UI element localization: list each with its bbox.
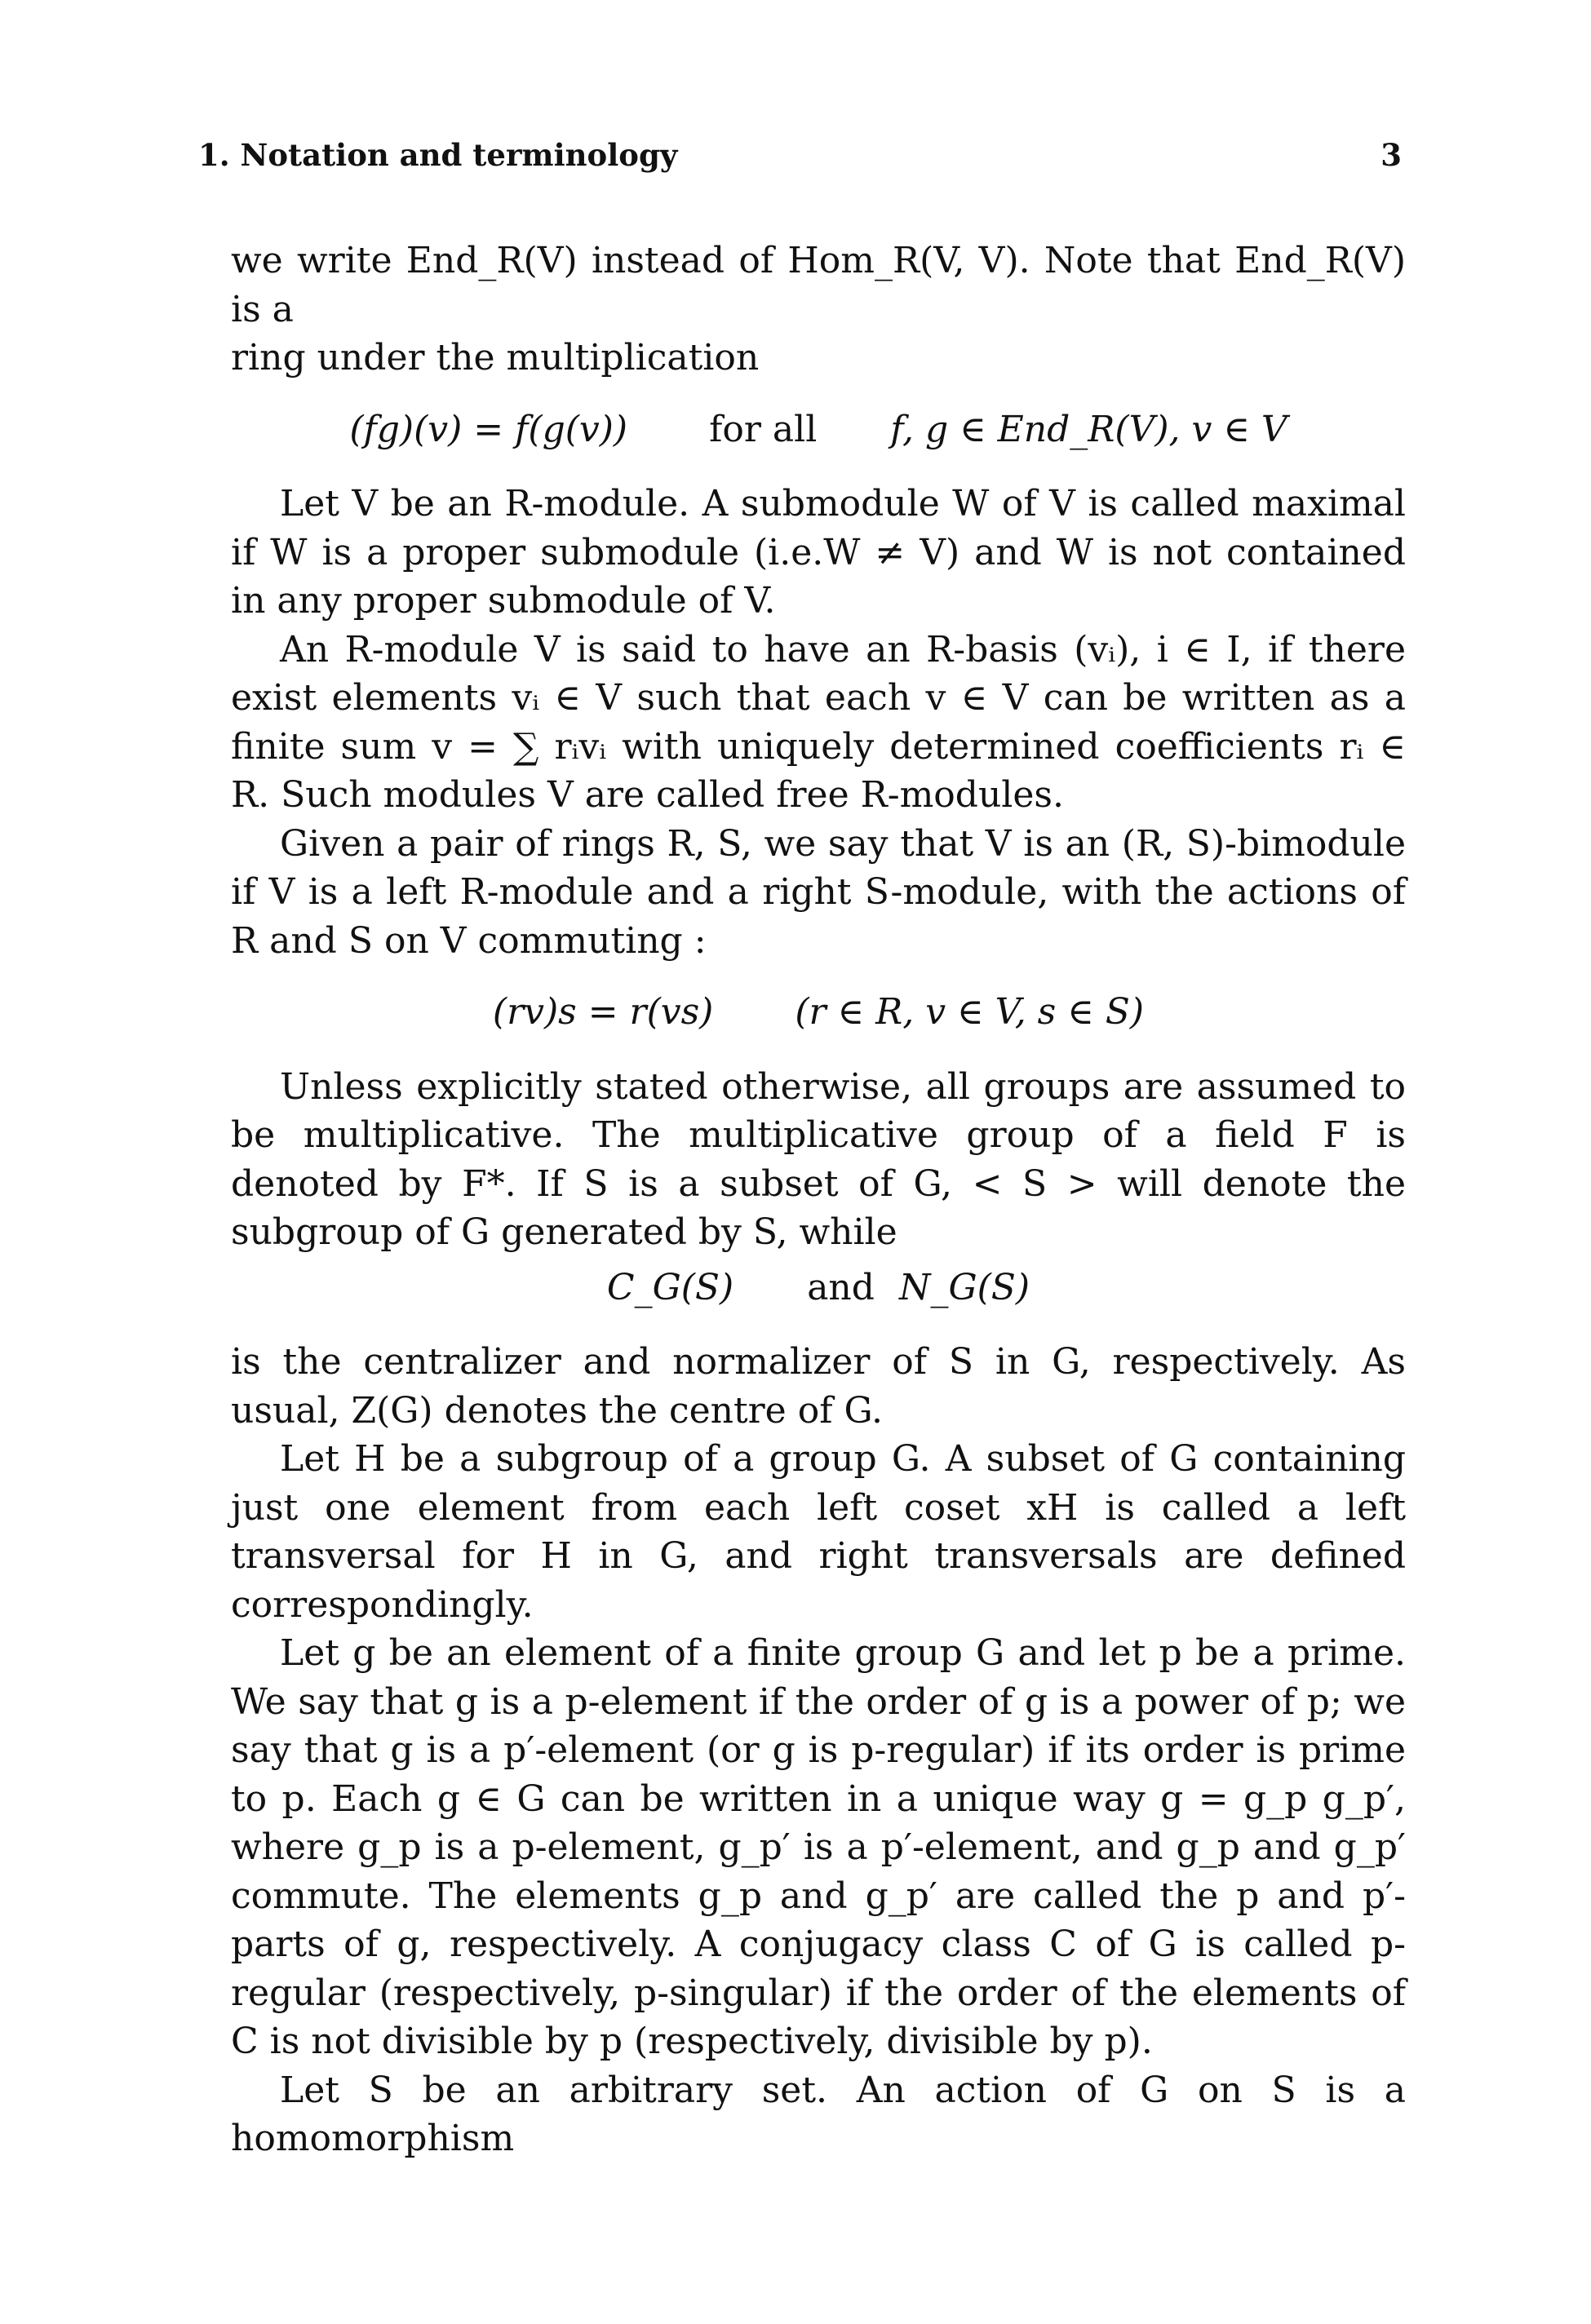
paragraph-maximal: Let V be an R-module. A submodule W of V is called maximal if W is a proper submodule (i.e.W ≠ V) and W is not contained in any proper submodule of V. xyxy=(231,483,1406,622)
paragraph-centre: is the centralizer and normalizer of S in G, respectively. As usual, Z(G) denotes the centre of G. xyxy=(231,1341,1406,1432)
equation-bimodule xyxy=(231,988,1406,1037)
equation-bimodule-lhs: (rv)s = r(vs) xyxy=(492,991,714,1033)
paragraph-end-line-1: we write End_R(V) instead of Hom_R(V, V). Note that End_R(V) is a xyxy=(231,240,1406,330)
and-text: and xyxy=(807,1266,875,1308)
equation-centralizer-normalizer xyxy=(231,1264,1406,1313)
paragraph-end-line-2: ring under the multiplication xyxy=(231,337,760,378)
centralizer-symbol: C_G(S) xyxy=(606,1266,734,1308)
equation-condition: f, g ∈ End_R(V), v ∈ V xyxy=(890,408,1287,450)
equation-lhs: (fg)(v) = f(g(v)) xyxy=(349,408,628,450)
running-header xyxy=(198,137,1402,173)
chapter-title: 1. Notation and terminology xyxy=(198,137,678,173)
paragraph-bimodule: Given a pair of rings R, S, we say that V is an (R, S)-bimodule if V is a left R-module and a right S-module, with the actions of R and S on V commuting : xyxy=(231,822,1406,962)
paragraph-transversal: Let H be a subgroup of a group G. A subset of G containing just one element from each left coset xH is called a left transversal for H in G, and right transversals are defined correspondingly. xyxy=(231,1438,1406,1626)
equation-forall-text: for all xyxy=(709,408,818,450)
paragraph-p-elements: Let g be an element of a finite group G and let p be a prime. We say that g is a p-element if the order of g is a power of p; we say that g is a p′-element (or g is p-regular) if its order is prime to p. Each g ∈ G can be written in a unique way g = g_p g_p′, where g_p is a p-element, g_p′ is a p′-element, and g_p and g_p′ commute. The elements g_p and g_p′ are called the p and p′-parts of g, respectively. A conjugacy class C of G is called p-regular (respectively, p-singular) if the order of the elements of C is not divisible by p (respectively, divisible by p). xyxy=(231,1632,1406,2062)
paragraph-groups: Unless explicitly stated otherwise, all groups are assumed to be multiplicative. The multiplicative group of a field F is denoted by F*. If S is a subset of G, < S > will denote the subgroup of G generated by S, while xyxy=(231,1065,1406,1253)
paragraph-basis: An R-module V is said to have an R-basis (vᵢ), i ∈ I, if there exist elements vᵢ ∈ V such that each v ∈ V can be written as a finite sum v = ∑ rᵢvᵢ with uniquely determined coefficients rᵢ ∈ R. Such modules V are called free R-modules. xyxy=(231,628,1406,816)
page-number: 3 xyxy=(1380,137,1402,173)
paragraph-action: Let S be an arbitrary set. An action of G on S is a homomorphism xyxy=(231,2069,1406,2159)
page-body xyxy=(231,237,1406,2163)
equation-bimodule-condition: (r ∈ R, v ∈ V, s ∈ S) xyxy=(795,991,1145,1033)
equation-multiplication xyxy=(231,405,1406,454)
normalizer-symbol: N_G(S) xyxy=(898,1266,1030,1308)
